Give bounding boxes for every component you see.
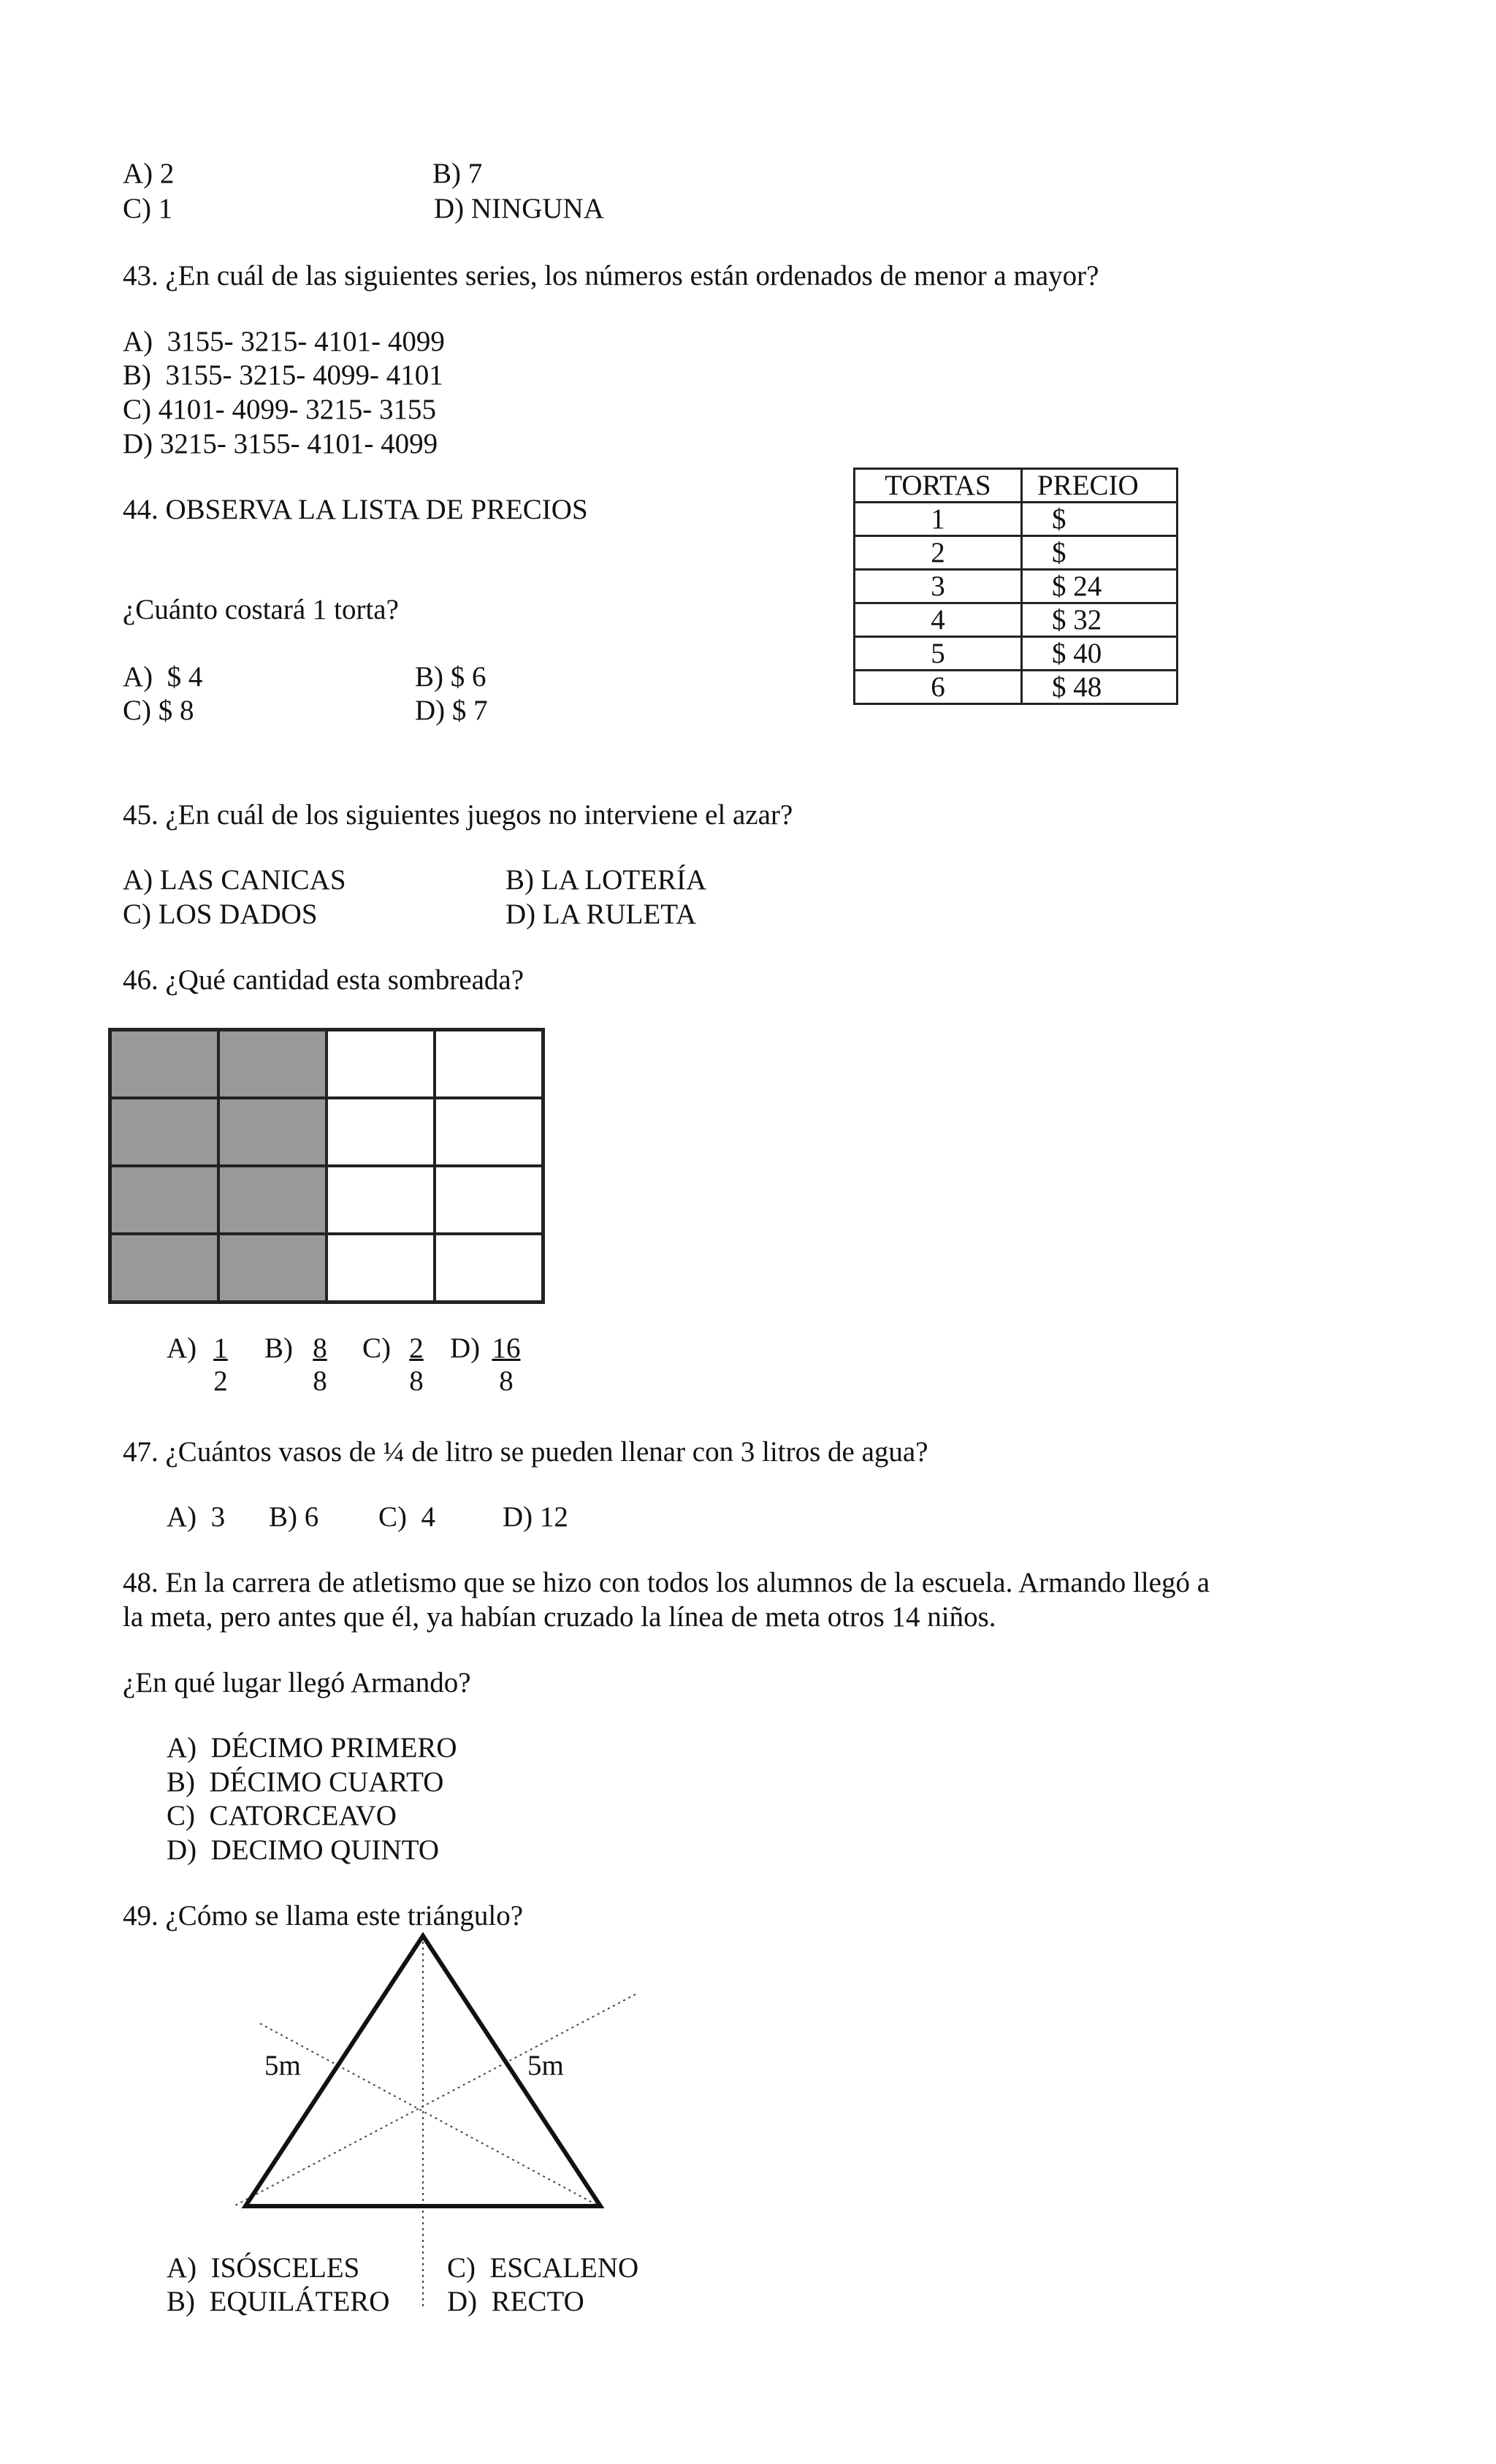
- q43-question: 43. ¿En cuál de las siguientes series, los números están ordenados de menor a mayor?: [123, 260, 1099, 291]
- q48-question-line2: la meta, pero antes que él, ya habían cruzado la línea de meta otros 14 niños.: [123, 1601, 996, 1633]
- q45-option-d: D) LA RULETA: [505, 899, 697, 930]
- q44-option-b: B) $ 6: [415, 661, 486, 693]
- table-row: [855, 603, 1178, 637]
- q48-option-a: A) DÉCIMO PRIMERO: [167, 1732, 457, 1763]
- numerator: 16: [492, 1332, 521, 1364]
- q46-option-d-label: D): [450, 1332, 481, 1364]
- grid-cell: [327, 1166, 435, 1234]
- q46-option-b-fraction: [305, 1334, 335, 1395]
- grid-cell-shaded: [218, 1166, 327, 1234]
- header-tortas: TORTAS: [855, 469, 1022, 503]
- numerator: 2: [409, 1332, 424, 1364]
- q46-option-d-fraction: [488, 1334, 524, 1395]
- precio-cell: $ 48: [1022, 671, 1178, 704]
- q43-option-d: D) 3215- 3155- 4101- 4099: [123, 428, 438, 459]
- q47-option-b: B) 6: [269, 1501, 319, 1533]
- q45-option-a: A) LAS CANICAS: [123, 864, 346, 896]
- right-median-line: [234, 1994, 636, 2206]
- side-right-label: 5m: [527, 2050, 564, 2081]
- grid-cell-shaded: [110, 1098, 218, 1166]
- q46-option-c-label: C): [362, 1332, 391, 1364]
- denominator: 2: [213, 1365, 228, 1397]
- price-table: [853, 468, 1178, 705]
- q43-option-a: A) 3155- 3215- 4101- 4099: [123, 326, 445, 357]
- grid-cell-shaded: [218, 1234, 327, 1302]
- q48-option-d: D) DECIMO QUINTO: [167, 1834, 439, 1866]
- q44-option-c: C) $ 8: [123, 695, 194, 726]
- q46-question: 46. ¿Qué cantidad esta sombreada?: [123, 964, 524, 996]
- q43-option-c: C) 4101- 4099- 3215- 3155: [123, 394, 436, 425]
- q49-option-b: B) EQUILÁTERO: [167, 2286, 390, 2317]
- q47-option-d: D) 12: [503, 1501, 568, 1533]
- side-left-label: 5m: [264, 2050, 301, 2081]
- q45-question: 45. ¿En cuál de los siguientes juegos no interviene el azar?: [123, 799, 793, 831]
- denominator: 8: [499, 1365, 514, 1397]
- header-precio: PRECIO: [1022, 469, 1178, 503]
- q49-option-d: D) RECTO: [447, 2286, 584, 2317]
- q46-option-b-label: B): [264, 1332, 293, 1364]
- precio-cell: $: [1022, 536, 1178, 570]
- q48-option-c: C) CATORCEAVO: [167, 1800, 397, 1831]
- q43-option-b: B) 3155- 3215- 4099- 4101: [123, 359, 443, 391]
- grid-cell-shaded: [218, 1030, 327, 1098]
- grid-cell: [327, 1030, 435, 1098]
- q46-option-a-label: A): [167, 1332, 197, 1364]
- grid-cell: [327, 1234, 435, 1302]
- q47-option-c: C) 4: [378, 1501, 435, 1533]
- grid-cell: [435, 1234, 543, 1302]
- tortas-cell: 1: [855, 503, 1022, 536]
- q48-question-line1: 48. En la carrera de atletismo que se hizo con todos los alumnos de la escuela. Armando llegó a: [123, 1567, 1210, 1598]
- q49-question: 49. ¿Cómo se llama este triángulo?: [123, 1900, 524, 1931]
- q49-option-a: A) ISÓSCELES: [167, 2252, 360, 2284]
- q42-option-c: C) 1: [123, 193, 173, 224]
- q42-option-d: D) NINGUNA: [434, 193, 604, 224]
- q44-question: 44. OBSERVA LA LISTA DE PRECIOS: [123, 494, 588, 525]
- q42-option-a: A) 2: [123, 158, 175, 189]
- price-table-header: [855, 469, 1178, 503]
- grid-cell: [327, 1098, 435, 1166]
- table-row: [855, 637, 1178, 671]
- tortas-cell: 6: [855, 671, 1022, 704]
- table-row: [855, 671, 1178, 704]
- numerator: 8: [313, 1332, 327, 1364]
- grid-cell-shaded: [110, 1030, 218, 1098]
- numerator: 1: [213, 1332, 228, 1364]
- table-row: [855, 570, 1178, 603]
- table-row: [855, 503, 1178, 536]
- grid-cell: [435, 1030, 543, 1098]
- precio-cell: $: [1022, 503, 1178, 536]
- table-row: [855, 536, 1178, 570]
- q42-option-b: B) 7: [432, 158, 483, 189]
- grid-cell-shaded: [110, 1166, 218, 1234]
- tortas-cell: 4: [855, 603, 1022, 637]
- grid-cell: [435, 1098, 543, 1166]
- q45-option-c: C) LOS DADOS: [123, 899, 318, 930]
- triangle-diagram: [212, 1929, 650, 2308]
- tortas-cell: 2: [855, 536, 1022, 570]
- precio-cell: $ 32: [1022, 603, 1178, 637]
- q46-option-c-fraction: [402, 1334, 431, 1395]
- grid-cell-shaded: [110, 1234, 218, 1302]
- grid-cell: [435, 1166, 543, 1234]
- q48-subquestion: ¿En qué lugar llegó Armando?: [123, 1667, 471, 1698]
- q49-option-c: C) ESCALENO: [447, 2252, 639, 2284]
- q47-option-a: A) 3: [167, 1501, 226, 1533]
- q44-subquestion: ¿Cuánto costará 1 torta?: [123, 594, 399, 625]
- tortas-cell: 3: [855, 570, 1022, 603]
- q45-option-b: B) LA LOTERÍA: [505, 864, 707, 896]
- shaded-grid: [108, 1028, 545, 1304]
- q47-question: 47. ¿Cuántos vasos de ¼ de litro se pueden llenar con 3 litros de agua?: [123, 1436, 928, 1468]
- denominator: 8: [409, 1365, 424, 1397]
- grid-cell-shaded: [218, 1098, 327, 1166]
- denominator: 8: [313, 1365, 327, 1397]
- q44-option-a: A) $ 4: [123, 661, 203, 693]
- q44-option-d: D) $ 7: [415, 695, 488, 726]
- tortas-cell: 5: [855, 637, 1022, 671]
- precio-cell: $ 40: [1022, 637, 1178, 671]
- q48-option-b: B) DÉCIMO CUARTO: [167, 1766, 444, 1798]
- precio-cell: $ 24: [1022, 570, 1178, 603]
- q46-option-a-fraction: [206, 1334, 235, 1395]
